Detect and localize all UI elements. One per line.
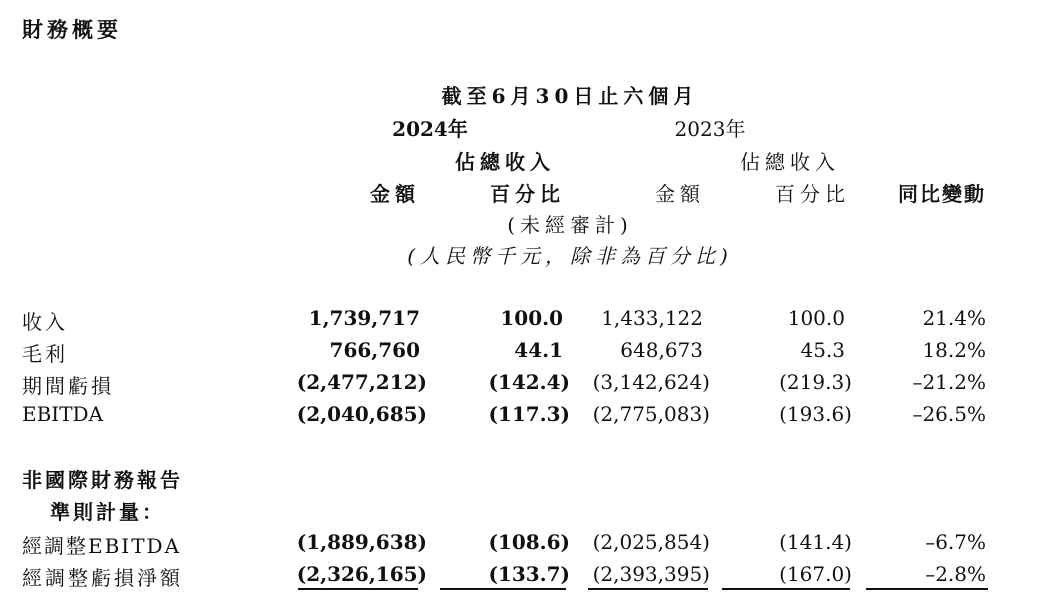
non-ifrs-heading-line1: 非國際財務報告	[22, 468, 183, 492]
yoy-change-header: 同比變動	[898, 182, 986, 206]
amount-2024-header: 金額	[370, 182, 420, 206]
amount-2023: (2,025,854)	[592, 530, 710, 554]
amount-2024: (2,477,212)	[296, 370, 427, 394]
amount-2023: 1,433,122	[601, 306, 703, 330]
yoy-change: 18.2%	[922, 338, 986, 362]
year-2024-header: 2024年	[392, 117, 468, 141]
pct-2023: 45.3	[800, 338, 845, 362]
amount-2024: 766,760	[329, 338, 420, 362]
amount-2023-header: 金額	[655, 182, 705, 206]
rule-amount-2024	[298, 588, 418, 590]
yoy-change: –21.2%	[912, 370, 986, 394]
row-label: 經調整EBITDA	[22, 534, 182, 558]
pct-2024: (133.7)	[488, 562, 570, 586]
pct-2024: 44.1	[514, 338, 563, 362]
yoy-change: –2.8%	[925, 562, 986, 586]
non-ifrs-heading-line2: 準則計量：	[50, 500, 165, 524]
pct-2024-header: 百分比	[490, 182, 565, 206]
yoy-change: 21.4%	[922, 306, 986, 330]
pct-2024: (142.4)	[488, 370, 570, 394]
pct-2024: 100.0	[500, 306, 563, 330]
rule-pct-2023	[722, 588, 850, 590]
section-title: 財務概要	[22, 17, 122, 42]
amount-2023: (2,393,395)	[592, 562, 710, 586]
pct-2024: (108.6)	[488, 530, 570, 554]
amount-2024: 1,739,717	[308, 306, 420, 330]
amount-2024: (1,889,638)	[296, 530, 427, 554]
pct-2023: 100.0	[787, 306, 845, 330]
pct-of-revenue-2024-header: 佔總收入	[455, 150, 555, 174]
amount-2024: (2,326,165)	[296, 562, 427, 586]
row-label: 經調整虧損淨額	[22, 566, 183, 590]
rule-amount-2023	[588, 588, 708, 590]
year-2023-header: 2023年	[674, 117, 746, 141]
period-header: 截至6月30日止六個月	[441, 84, 699, 108]
amount-2024: (2,040,685)	[296, 402, 427, 426]
pct-2023-header: 百分比	[775, 182, 850, 206]
unaudited-note: (未經審計)	[507, 213, 633, 237]
row-label: 期間虧損	[22, 374, 114, 398]
pct-2023: (193.6)	[779, 402, 852, 426]
pct-2023: (141.4)	[779, 530, 852, 554]
pct-2024: (117.3)	[488, 402, 570, 426]
yoy-change: –6.7%	[925, 530, 986, 554]
row-label: 毛利	[22, 342, 68, 366]
row-label: 收入	[22, 310, 68, 334]
pct-of-revenue-2023-header: 佔總收入	[740, 150, 840, 174]
rule-yoy-change	[866, 588, 988, 590]
yoy-change: –26.5%	[912, 402, 986, 426]
row-label: EBITDA	[22, 402, 104, 426]
pct-2023: (219.3)	[779, 370, 852, 394]
unit-note: (人民幣千元，除非為百分比)	[407, 244, 733, 268]
amount-2023: (3,142,624)	[592, 370, 710, 394]
amount-2023: (2,775,083)	[592, 402, 710, 426]
rule-pct-2024	[440, 588, 566, 590]
amount-2023: 648,673	[620, 338, 703, 362]
pct-2023: (167.0)	[779, 562, 852, 586]
